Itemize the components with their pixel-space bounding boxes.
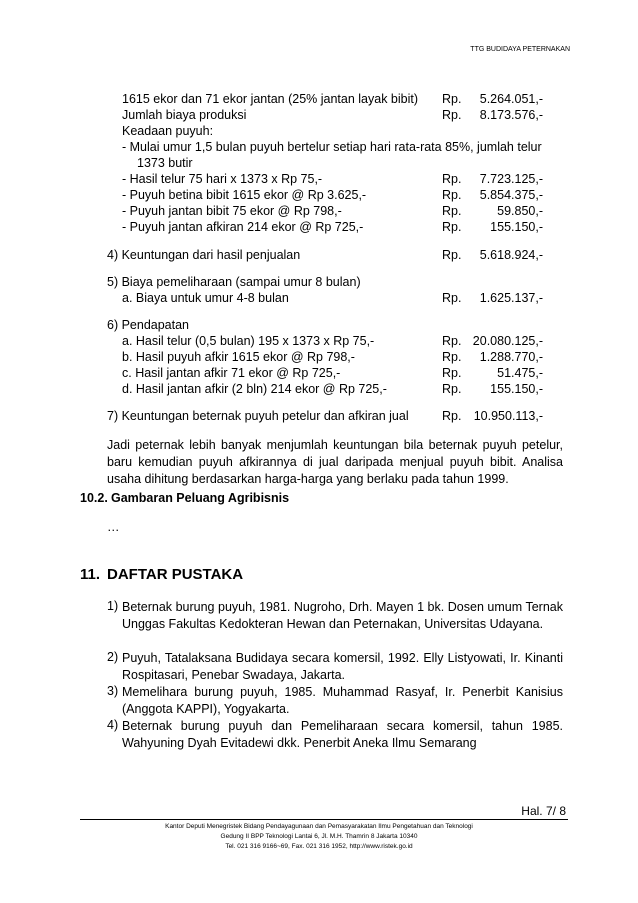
- amount: 8.173.576,-: [479, 108, 543, 122]
- page-number: Hal. 7/ 8: [521, 804, 566, 818]
- footer-line-2: Gedung II BPP Teknologi Lantai 6, Jl. M.H. Thamrin 8 Jakarta 10340: [220, 833, 418, 840]
- amount: 1.288.770,-: [479, 350, 543, 364]
- rp-label: Rp.: [442, 108, 462, 122]
- keadaan-line: - Puyuh jantan afkiran 214 ekor @ Rp 725,-: [122, 220, 364, 234]
- section-4-text: 4) Keuntungan dari hasil penjualan: [107, 248, 301, 262]
- amount: 5.854.375,-: [479, 188, 543, 202]
- amount: 155.150,-: [490, 382, 543, 396]
- rp-label: Rp.: [442, 366, 462, 380]
- section-11-title: DAFTAR PUSTAKA: [107, 566, 244, 583]
- section-6-title: 6) Pendapatan: [107, 318, 190, 332]
- reference-number: 2): [107, 650, 119, 664]
- amount: 1.625.137,-: [479, 291, 543, 305]
- rp-label: Rp.: [442, 248, 462, 262]
- rp-label: Rp.: [442, 334, 462, 348]
- ellipsis: …: [107, 520, 120, 534]
- reference-text: Memelihara burung puyuh, 1985. Muhammad Rasyaf, Ir. Penerbit Kanisius (Anggota KAPPI), Yogyakarta.: [122, 685, 563, 716]
- section-7-text: 7) Keuntungan beternak puyuh petelur dan afkiran jual: [107, 409, 409, 423]
- rp-label: Rp.: [442, 92, 462, 106]
- rp-label: Rp.: [442, 409, 462, 423]
- amount: 51.475,-: [497, 366, 543, 380]
- keadaan-line: - Puyuh betina bibit 1615 ekor @ Rp 3.625,-: [122, 188, 367, 202]
- keadaan-line: - Mulai umur 1,5 bulan puyuh bertelur setiap hari rata-rata 85%, jumlah telur: [122, 140, 542, 154]
- amount: 10.950.113,-: [473, 409, 543, 423]
- keadaan-heading: Keadaan puyuh:: [122, 124, 214, 138]
- total-cost-text: Jumlah biaya produksi: [122, 108, 247, 122]
- rp-label: Rp.: [442, 188, 462, 202]
- amount: 7.723.125,-: [479, 172, 543, 186]
- keadaan-line: 1373 butir: [137, 156, 193, 170]
- section-5-item: a. Biaya untuk umur 4-8 bulan: [122, 291, 289, 305]
- section-6-item: c. Hasil jantan afkir 71 ekor @ Rp 725,-: [122, 366, 341, 380]
- rp-label: Rp.: [442, 172, 462, 186]
- rp-label: Rp.: [442, 382, 462, 396]
- keadaan-line: - Puyuh jantan bibit 75 ekor @ Rp 798,-: [122, 204, 342, 218]
- section-11-number: 11.: [80, 566, 101, 583]
- cost-line-text: 1615 ekor dan 71 ekor jantan (25% jantan layak bibit): [122, 92, 419, 106]
- conclusion-paragraph: Jadi peternak lebih banyak menjumlah keuntungan bila beternak puyuh petelur, baru kemudian puyuh afkirannya di jual daripada menjual puyuh bibit. Analisa usaha dihitung berdasarkan harga-harga yang berlaku pada tahun 1999.: [107, 438, 563, 486]
- section-10-2-title: Gambaran Peluang Agribisnis: [111, 491, 290, 505]
- keadaan-line: - Hasil telur 75 hari x 1373 x Rp 75,-: [122, 172, 323, 186]
- reference-text: Puyuh, Tatalaksana Budidaya secara komersil, 1992. Elly Listyowati, Ir. Kinanti Rospitasari, Penebar Swadaya, Jakarta.: [122, 651, 563, 682]
- amount: 5.264.051,-: [479, 92, 543, 106]
- section-6-item: a. Hasil telur (0,5 bulan) 195 x 1373 x Rp 75,-: [122, 334, 375, 348]
- rp-label: Rp.: [442, 350, 462, 364]
- section-5-title: 5) Biaya pemeliharaan (sampai umur 8 bulan): [107, 275, 361, 289]
- rp-label: Rp.: [442, 204, 462, 218]
- section-10-2-number: 10.2.: [80, 491, 108, 505]
- reference-text: Beternak burung puyuh dan Pemeliharaan secara komersil, tahun 1985. Wahyuning Dyah Evitadewi dkk. Penerbit Aneka Ilmu Semarang: [122, 719, 563, 750]
- amount: 155.150,-: [490, 220, 543, 234]
- amount: 5.618.924,-: [479, 248, 543, 262]
- footer-divider: [80, 819, 568, 820]
- reference-number: 4): [107, 718, 119, 732]
- running-header: TTG BUDIDAYA PETERNAKAN: [470, 46, 570, 53]
- reference-text: Beternak burung puyuh, 1981. Nugroho, Drh. Mayen 1 bk. Dosen umum Ternak Unggas Fakultas Kedokteran Hewan dan Peternakan, Universitas Udayana.: [122, 600, 563, 631]
- rp-label: Rp.: [442, 220, 462, 234]
- footer-line-1: Kantor Deputi Menegristek Bidang Pendayagunaan dan Pemasyarakatan Ilmu Pengetahuan dan Teknologi: [165, 823, 473, 830]
- section-6-item: b. Hasil puyuh afkir 1615 ekor @ Rp 798,-: [122, 350, 355, 364]
- reference-number: 3): [107, 684, 119, 698]
- reference-number: 1): [107, 599, 119, 613]
- section-6-item: d. Hasil jantan afkir (2 bln) 214 ekor @ Rp 725,-: [122, 382, 387, 396]
- rp-label: Rp.: [442, 291, 462, 305]
- amount: 59.850,-: [497, 204, 543, 218]
- amount: 20.080.125,-: [472, 334, 543, 348]
- footer-line-3: Tel. 021 316 9166~69, Fax. 021 316 1952, http://www.ristek.go.id: [225, 843, 413, 850]
